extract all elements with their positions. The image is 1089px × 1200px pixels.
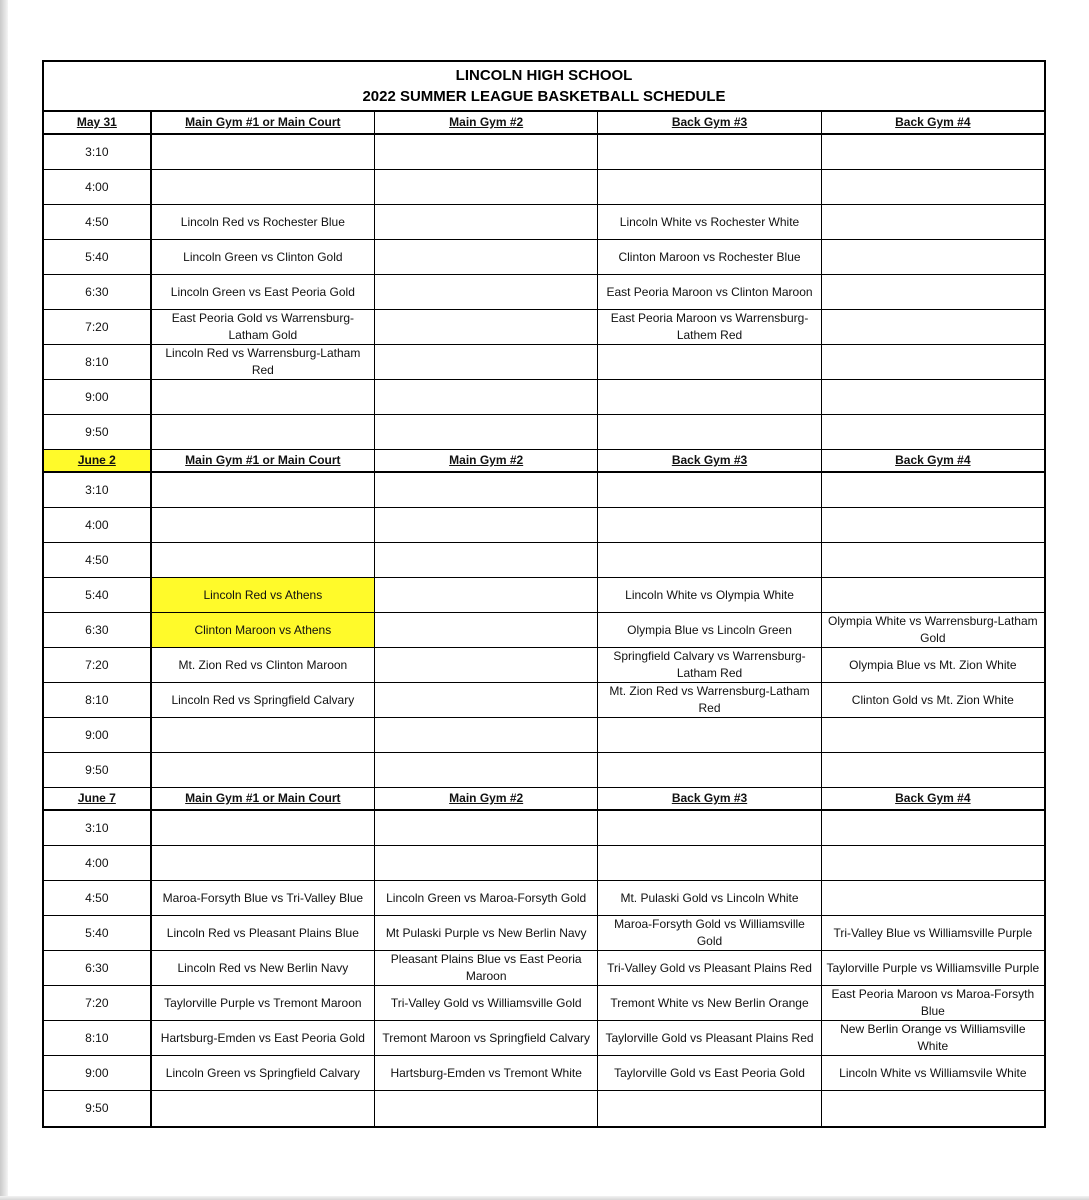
time-slot-row	[44, 683, 1044, 718]
game-cell: Lincoln Red vs Warrensburg-Latham Red	[151, 345, 374, 379]
time-slot: 6:30	[44, 275, 151, 309]
game-cell: Mt. Pulaski Gold vs Lincoln White	[597, 881, 820, 915]
game-cell: Tri-Valley Gold vs Williamsville Gold	[374, 986, 597, 1020]
game-cell	[597, 846, 820, 880]
game-cell: Lincoln Red vs Pleasant Plains Blue	[151, 916, 374, 950]
game-cell	[374, 578, 597, 612]
game-cell	[374, 473, 597, 507]
game-cell: Mt Pulaski Purple vs New Berlin Navy	[374, 916, 597, 950]
time-slot: 7:20	[44, 986, 151, 1020]
game-cell: Tremont Maroon vs Springfield Calvary	[374, 1021, 597, 1055]
game-cell: Tri-Valley Blue vs Williamsville Purple	[821, 916, 1044, 950]
game-cell	[151, 508, 374, 542]
court-header: Main Gym #2	[374, 112, 597, 133]
game-cell: New Berlin Orange vs Williamsville White	[821, 1021, 1044, 1055]
game-cell	[374, 170, 597, 204]
game-cell: Mt. Zion Red vs Clinton Maroon	[151, 648, 374, 682]
game-cell: Lincoln White vs Olympia White	[597, 578, 820, 612]
game-cell	[374, 345, 597, 379]
game-cell: Lincoln Green vs Springfield Calvary	[151, 1056, 374, 1090]
game-cell: Tri-Valley Gold vs Pleasant Plains Red	[597, 951, 820, 985]
game-cell: Lincoln White vs Williamsvile White	[821, 1056, 1044, 1090]
game-cell	[151, 718, 374, 752]
game-cell	[821, 135, 1044, 169]
time-slot-row	[44, 135, 1044, 170]
time-slot-row	[44, 170, 1044, 205]
game-cell	[151, 811, 374, 845]
time-slot-row	[44, 1091, 1044, 1126]
game-cell: Clinton Maroon vs Rochester Blue	[597, 240, 820, 274]
time-slot-row	[44, 473, 1044, 508]
section-date: May 31	[44, 112, 151, 133]
game-cell	[821, 718, 1044, 752]
time-slot-row	[44, 415, 1044, 450]
time-slot: 8:10	[44, 345, 151, 379]
time-slot-row	[44, 648, 1044, 683]
game-cell: Taylorville Gold vs Pleasant Plains Red	[597, 1021, 820, 1055]
schedule-title	[44, 62, 1044, 112]
game-cell: Clinton Gold vs Mt. Zion White	[821, 683, 1044, 717]
game-cell: Mt. Zion Red vs Warrensburg-Latham Red	[597, 683, 820, 717]
time-slot: 6:30	[44, 951, 151, 985]
game-cell: Lincoln Green vs East Peoria Gold	[151, 275, 374, 309]
game-cell	[597, 718, 820, 752]
court-header: Main Gym #1 or Main Court	[151, 788, 374, 809]
game-cell	[597, 1091, 820, 1126]
game-cell	[374, 648, 597, 682]
time-slot-row	[44, 508, 1044, 543]
game-cell	[821, 881, 1044, 915]
game-cell	[374, 613, 597, 647]
game-cell	[151, 1091, 374, 1126]
section-header-row	[44, 788, 1044, 811]
game-cell	[374, 811, 597, 845]
schedule-section	[44, 450, 1044, 788]
section-header-row	[44, 450, 1044, 473]
game-cell	[821, 380, 1044, 414]
time-slot: 4:00	[44, 170, 151, 204]
time-slot: 3:10	[44, 811, 151, 845]
game-cell	[374, 205, 597, 239]
game-cell	[151, 473, 374, 507]
game-cell	[374, 846, 597, 880]
game-cell: Lincoln Green vs Maroa-Forsyth Gold	[374, 881, 597, 915]
court-header: Back Gym #3	[597, 450, 820, 471]
schedule-sections	[44, 112, 1044, 1126]
game-cell	[374, 310, 597, 344]
time-slot: 8:10	[44, 1021, 151, 1055]
game-cell: Olympia Blue vs Lincoln Green	[597, 613, 820, 647]
game-cell	[597, 473, 820, 507]
game-cell	[821, 345, 1044, 379]
time-slot: 5:40	[44, 578, 151, 612]
section-date: June 7	[44, 788, 151, 809]
game-cell: Maroa-Forsyth Blue vs Tri-Valley Blue	[151, 881, 374, 915]
time-slot-row	[44, 345, 1044, 380]
time-slot: 9:00	[44, 718, 151, 752]
time-slot: 9:50	[44, 753, 151, 787]
time-slot: 4:00	[44, 508, 151, 542]
game-cell: Lincoln Red vs Athens	[151, 578, 374, 612]
time-slot-row	[44, 1056, 1044, 1091]
page-bottom-shadow	[0, 1196, 1089, 1200]
time-slot: 3:10	[44, 473, 151, 507]
game-cell	[821, 846, 1044, 880]
time-slot-row	[44, 753, 1044, 788]
game-cell: Taylorville Purple vs Williamsville Purple	[821, 951, 1044, 985]
time-slot: 4:50	[44, 205, 151, 239]
court-header: Main Gym #2	[374, 450, 597, 471]
time-slot: 9:50	[44, 415, 151, 449]
page-edge-shadow	[0, 0, 8, 1200]
game-cell	[374, 380, 597, 414]
time-slot: 9:00	[44, 1056, 151, 1090]
time-slot-row	[44, 986, 1044, 1021]
court-header: Main Gym #1 or Main Court	[151, 112, 374, 133]
game-cell	[821, 1091, 1044, 1126]
game-cell: Olympia Blue vs Mt. Zion White	[821, 648, 1044, 682]
game-cell: Hartsburg-Emden vs East Peoria Gold	[151, 1021, 374, 1055]
court-header: Main Gym #1 or Main Court	[151, 450, 374, 471]
game-cell	[821, 508, 1044, 542]
game-cell	[597, 543, 820, 577]
game-cell	[374, 543, 597, 577]
schedule-section	[44, 788, 1044, 1126]
game-cell	[597, 508, 820, 542]
game-cell: Lincoln Red vs Springfield Calvary	[151, 683, 374, 717]
game-cell	[821, 310, 1044, 344]
game-cell: East Peoria Maroon vs Warrensburg-Lathem Red	[597, 310, 820, 344]
school-name: LINCOLN HIGH SCHOOL	[455, 67, 633, 84]
game-cell	[821, 811, 1044, 845]
game-cell: East Peoria Gold vs Warrensburg-Latham Gold	[151, 310, 374, 344]
time-slot: 5:40	[44, 240, 151, 274]
game-cell: Taylorville Gold vs East Peoria Gold	[597, 1056, 820, 1090]
game-cell	[597, 170, 820, 204]
game-cell: Maroa-Forsyth Gold vs Williamsville Gold	[597, 916, 820, 950]
game-cell	[821, 543, 1044, 577]
time-slot: 9:50	[44, 1091, 151, 1126]
game-cell	[821, 415, 1044, 449]
time-slot: 5:40	[44, 916, 151, 950]
time-slot-row	[44, 275, 1044, 310]
game-cell	[374, 753, 597, 787]
game-cell: East Peoria Maroon vs Clinton Maroon	[597, 275, 820, 309]
time-slot: 7:20	[44, 310, 151, 344]
time-slot: 7:20	[44, 648, 151, 682]
game-cell	[374, 508, 597, 542]
time-slot-row	[44, 310, 1044, 345]
game-cell	[151, 846, 374, 880]
game-cell	[821, 240, 1044, 274]
game-cell: Taylorville Purple vs Tremont Maroon	[151, 986, 374, 1020]
game-cell	[151, 543, 374, 577]
game-cell	[597, 135, 820, 169]
game-cell	[821, 753, 1044, 787]
time-slot-row	[44, 846, 1044, 881]
game-cell	[597, 811, 820, 845]
time-slot: 8:10	[44, 683, 151, 717]
time-slot-row	[44, 811, 1044, 846]
time-slot-row	[44, 1021, 1044, 1056]
game-cell	[597, 415, 820, 449]
court-header: Back Gym #3	[597, 788, 820, 809]
game-cell	[151, 135, 374, 169]
game-cell: Hartsburg-Emden vs Tremont White	[374, 1056, 597, 1090]
time-slot-row	[44, 613, 1044, 648]
game-cell	[151, 170, 374, 204]
time-slot: 6:30	[44, 613, 151, 647]
court-header: Back Gym #4	[821, 112, 1044, 133]
time-slot: 9:00	[44, 380, 151, 414]
game-cell	[151, 415, 374, 449]
game-cell	[374, 135, 597, 169]
game-cell	[374, 275, 597, 309]
game-cell: Clinton Maroon vs Athens	[151, 613, 374, 647]
time-slot-row	[44, 951, 1044, 986]
time-slot: 4:50	[44, 543, 151, 577]
court-header: Back Gym #4	[821, 450, 1044, 471]
game-cell	[151, 380, 374, 414]
game-cell: Lincoln White vs Rochester White	[597, 205, 820, 239]
schedule-section	[44, 112, 1044, 450]
time-slot-row	[44, 543, 1044, 578]
section-header-row	[44, 112, 1044, 135]
game-cell	[597, 753, 820, 787]
game-cell	[374, 240, 597, 274]
game-cell	[374, 718, 597, 752]
game-cell: Lincoln Red vs Rochester Blue	[151, 205, 374, 239]
game-cell: Lincoln Red vs New Berlin Navy	[151, 951, 374, 985]
game-cell: Olympia White vs Warrensburg-Latham Gold	[821, 613, 1044, 647]
game-cell	[597, 345, 820, 379]
game-cell: Pleasant Plains Blue vs East Peoria Maroon	[374, 951, 597, 985]
game-cell	[821, 170, 1044, 204]
game-cell	[821, 578, 1044, 612]
time-slot: 4:50	[44, 881, 151, 915]
time-slot: 4:00	[44, 846, 151, 880]
time-slot-row	[44, 718, 1044, 753]
time-slot-row	[44, 205, 1044, 240]
game-cell	[151, 753, 374, 787]
section-date: June 2	[44, 450, 151, 471]
court-header: Back Gym #3	[597, 112, 820, 133]
time-slot-row	[44, 240, 1044, 275]
game-cell	[597, 380, 820, 414]
game-cell: East Peoria Maroon vs Maroa-Forsyth Blue	[821, 986, 1044, 1020]
game-cell: Springfield Calvary vs Warrensburg-Latham Red	[597, 648, 820, 682]
schedule-table	[42, 60, 1046, 1128]
game-cell	[374, 683, 597, 717]
game-cell	[821, 473, 1044, 507]
time-slot-row	[44, 578, 1044, 613]
court-header: Back Gym #4	[821, 788, 1044, 809]
game-cell	[821, 205, 1044, 239]
game-cell	[374, 1091, 597, 1126]
game-cell	[374, 415, 597, 449]
game-cell: Tremont White vs New Berlin Orange	[597, 986, 820, 1020]
game-cell: Lincoln Green vs Clinton Gold	[151, 240, 374, 274]
time-slot-row	[44, 881, 1044, 916]
court-header: Main Gym #2	[374, 788, 597, 809]
schedule-name: 2022 SUMMER LEAGUE BASKETBALL SCHEDULE	[362, 88, 726, 105]
time-slot-row	[44, 916, 1044, 951]
time-slot: 3:10	[44, 135, 151, 169]
game-cell	[821, 275, 1044, 309]
time-slot-row	[44, 380, 1044, 415]
